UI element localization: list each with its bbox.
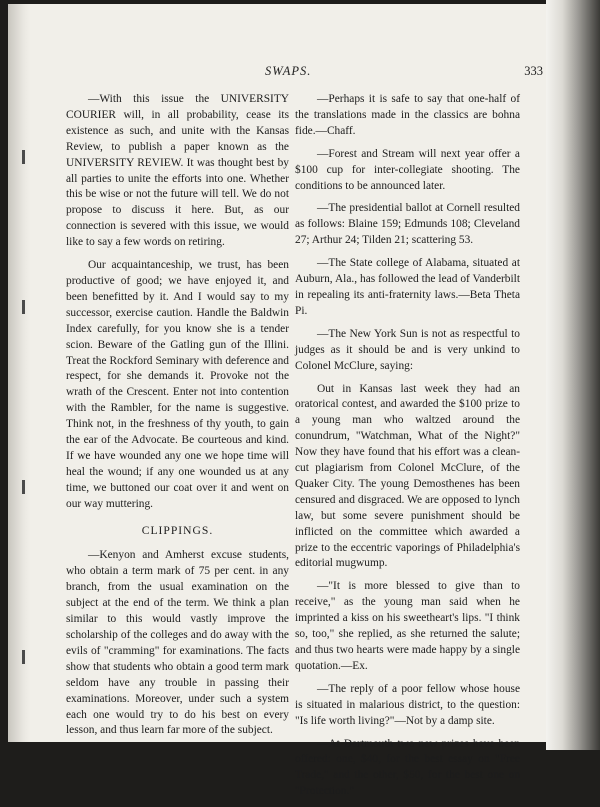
page-edge-shadow [546, 0, 600, 750]
page-gutter [8, 4, 30, 742]
binding-mark [22, 150, 25, 164]
binding-mark [22, 300, 25, 314]
page-header [255, 64, 543, 80]
paragraph: Out in Kansas last week they had an oratorical contest, and awarded the $100 prize to a young man who waltzed around the conundrum, "Watchman, What of the Night?" Now they have found that his effort was a clean-cut plagiarism from Colonel McClure, of the Quaker City. The young Demosthenes has been censured and disgraced. We are opposed to lynch law, but some severe punishment should be inflicted on the committee which awarded a prize to the eccentric vaporings of Philadelphia's editorial mugwump. [295, 382, 520, 570]
running-title: SWAPS. [265, 64, 312, 78]
page-number: 333 [524, 64, 543, 78]
paragraph: —The reply of a poor fellow whose house is situated in malarious district, to the question: "Is life worth living?"—Not by a damp site. [295, 682, 520, 727]
left-column [66, 92, 289, 746]
paragraph: —"It is more blessed to give than to receive," as the young man said when he imprinted a kiss on his sweetheart's lips. "I think so, too," she replied, as she returned the salute; and thus two hearts were made happy by a single quotation.—Ex. [295, 580, 520, 672]
paragraph: —The presidential ballot at Cornell resulted as follows: Blaine 159; Edmunds 108; Cleveland 27; Arthur 24; Tilden 21; scattering 53. [295, 202, 520, 247]
paragraph: —The State college of Alabama, situated at Auburn, Ala., has followed the lead of Vanderbilt in repealing its anti-fraternity laws.—Beta Theta Pi. [295, 257, 520, 317]
right-column [295, 92, 520, 807]
binding-mark [22, 480, 25, 494]
paragraph: —Kenyon and Amherst excuse students, who obtain a term mark of 75 per cent. in any branch, from the usual examination on the subject at the end of the term. We think a plan similar to this would vastly improve the scholarship of the colleges and do away with the evils of "cramming" for examinations. The facts show that students who obtain a good term mark seldom have any trouble in passing their examinations. Moreover, under such a system each one would try to do his best on every lesson, and thus learn far more of the subject. [66, 549, 289, 737]
binding-mark [22, 650, 25, 664]
paragraph: Our acquaintanceship, we trust, has been productive of good; we have enjoyed it, and been benefitted by it. And I would say to my successor, exercise caution. Handle the Baldwin Index carefully, for you know she is a tender scion. Beware of the Gatling gun of the Illini. Treat the Rockford Seminary with deference and respect, for she demands it. Provoke not the wrath of the Crescent. Enter not into contention with the Rambler, for the name is suggestive. Think not, in the freshness of thy youth, to gain the ear of the Advocate. Be courteous and kind. If we have wounded any one we hope time will heal the wound; if any one wounded us at any time, we buttoned our coat over it and went on our way muttering. [66, 259, 289, 510]
section-heading: CLIPPINGS. [141, 523, 214, 537]
paragraph: —At Dartmouth two new prizes have been offered: one, $40, for the best essay on "Free Trade," and the other, $50, for the best one on "Protection." [295, 737, 520, 798]
paragraph: —Perhaps it is safe to say that one-half of the translations made in the classics are bohna fide.—Chaff. [295, 93, 520, 137]
paragraph: —Forest and Stream will next year offer a $100 cup for inter-collegiate shooting. The conditions to be announced later. [295, 147, 520, 192]
paragraph: —With this issue the UNIVERSITY COURIER will, in all probability, cease its existence as such, and unite with the Kansas Review, to publish a paper known as the UNIVERSITY REVIEW. It was thought best by all parties to unite the efforts into one. Whether this be wise or not the future will tell. We do not propose to discuss it here. But, as our connection is severed with this issue, we would like to say a few words on retiring. [66, 93, 289, 249]
paragraph: —The New York Sun is not as respectful to judges as it should be and is very unkind to Colonel McClure, saying: [295, 327, 520, 372]
